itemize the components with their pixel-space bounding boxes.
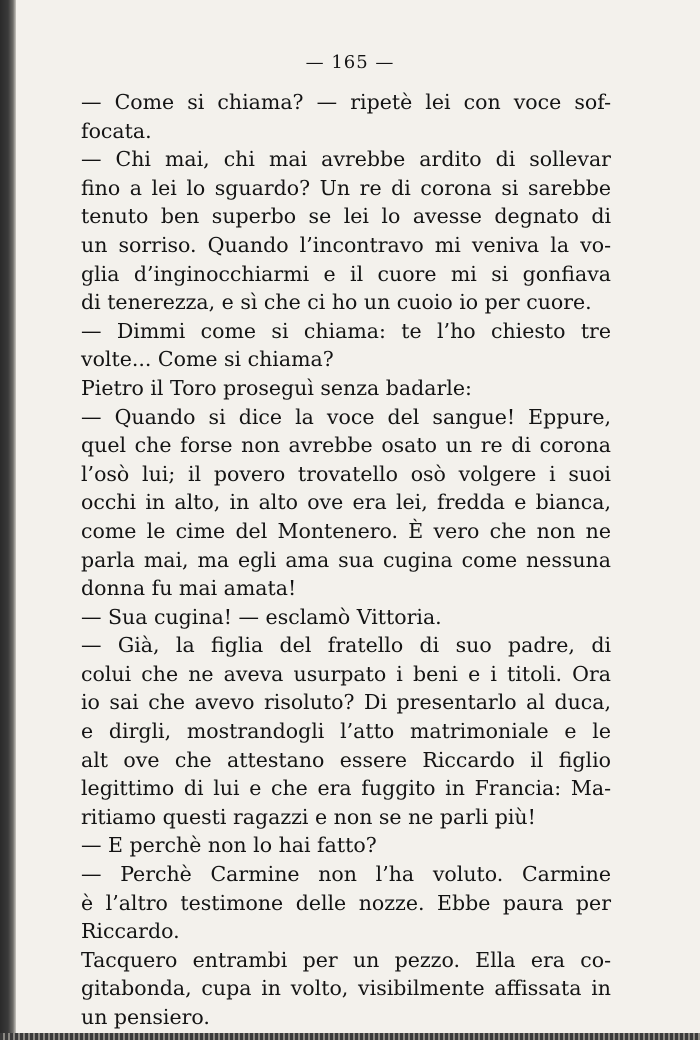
text-line: — Già, la figlia del fratello di suo padre, di <box>81 633 611 658</box>
text-line: Tacquero entrambi per un pezzo. Ella era co- <box>81 947 611 972</box>
text-line: — E perchè non lo hai fatto? <box>81 833 377 858</box>
text-line: — Chi mai, chi mai avrebbe ardito di sollevar <box>81 147 611 172</box>
page-number: — 165 — <box>305 52 395 73</box>
text-line: glia d’inginocchiarmi e il cuore mi si gonfiava <box>81 261 611 286</box>
text-line: colui che ne aveva usurpato i beni e i titoli. Ora <box>81 661 611 686</box>
text-line: come le cime del Montenero. È vero che non ne <box>81 518 611 543</box>
text-line: Pietro il Toro proseguì senza badarle: <box>81 375 472 400</box>
text-line: e dirgli, mostrandogli l’atto matrimoniale e le <box>81 719 611 744</box>
text-line: ritiamo questi ragazzi e non se ne parli più! <box>81 804 536 829</box>
text-line: io sai che avevo risoluto? Di presentarlo al duca, <box>81 690 611 715</box>
text-line: un pensiero. <box>81 1005 210 1029</box>
text-line: — Quando si dice la voce del sangue! Eppure, <box>81 404 611 429</box>
text-line: — Perchè Carmine non l’ha voluto. Carmine <box>81 862 611 887</box>
text-line: Riccardo. <box>81 919 180 944</box>
text-line: focata. <box>81 118 152 143</box>
text-line: — Come si chiama? — ripetè lei con voce sof- <box>81 90 611 114</box>
text-line: volte... Come si chiama? <box>81 347 334 372</box>
page-bottom-edge <box>0 1033 700 1040</box>
text-line: parla mai, ma egli ama sua cugina come nessuna <box>81 547 611 572</box>
body-text <box>81 88 611 1032</box>
text-line: è l’altro testimone delle nozze. Ebbe paura per <box>81 890 611 915</box>
text-line: un sorriso. Quando l’incontravo mi veniva la vo- <box>81 232 611 257</box>
text-line: donna fu mai amata! <box>81 576 297 601</box>
text-line: fino a lei lo sguardo? Un re di corona si sarebbe <box>81 175 611 200</box>
text-line: alt ove che attestano essere Riccardo il figlio <box>81 747 611 772</box>
text-line: occhi in alto, in alto ove era lei, fredda e bianca, <box>81 490 611 515</box>
text-line: — Sua cugina! — esclamò Vittoria. <box>81 604 442 629</box>
text-line: quel che forse non avrebbe osato un re di corona <box>81 433 611 458</box>
text-line: — Dimmi come si chiama: te l’ho chiesto tre <box>81 318 611 343</box>
text-line: tenuto ben superbo se lei lo avesse degnato di <box>81 204 611 229</box>
text-line: legittimo di lui e che era fuggito in Francia: Ma- <box>81 776 611 801</box>
text-line: di tenerezza, e sì che ci ho un cuoio io per cuore. <box>81 290 592 315</box>
text-line: gitabonda, cupa in volto, visibilmente affissata in <box>81 976 611 1001</box>
book-binding-edge <box>0 0 16 1040</box>
text-line: l’osò lui; il povero trovatello osò volgere i suoi <box>81 461 611 486</box>
